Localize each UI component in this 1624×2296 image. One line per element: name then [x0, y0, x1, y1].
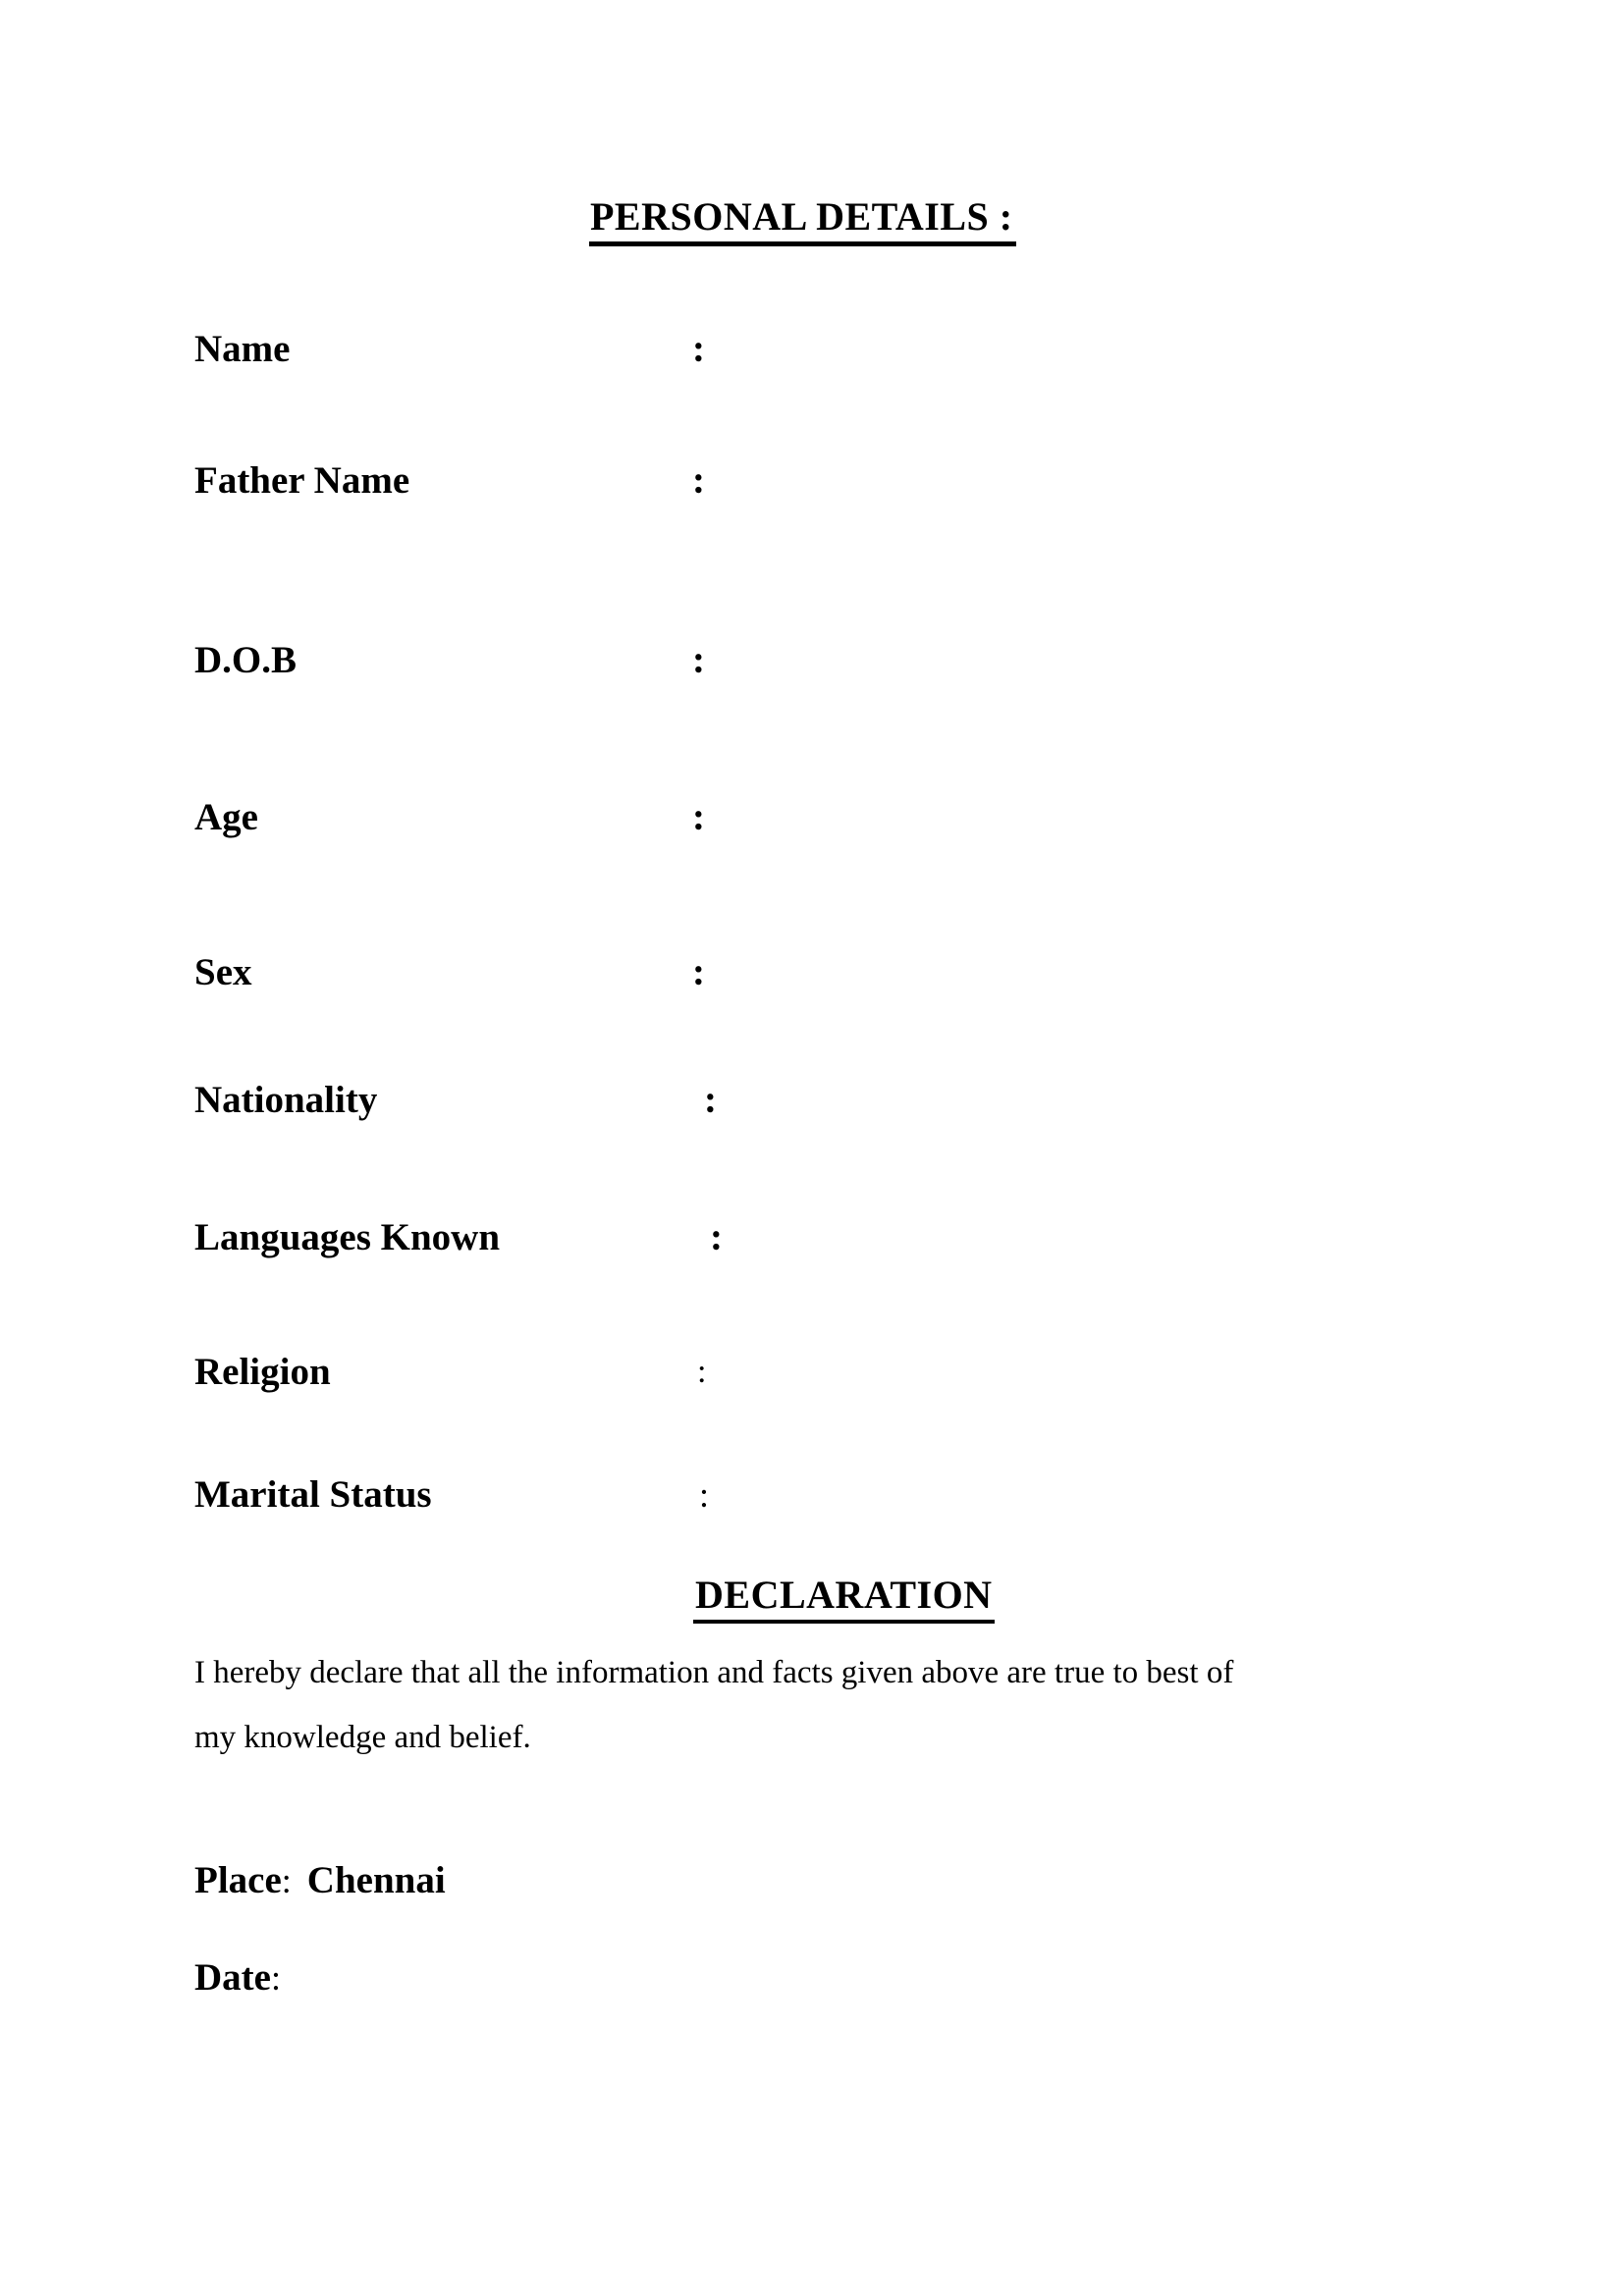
- field-colon-nationality: :: [704, 1079, 717, 1121]
- field-row-dob: [194, 638, 1451, 683]
- field-label-age: Age: [194, 796, 258, 838]
- field-label-marital-status: Marital Status: [194, 1473, 432, 1516]
- field-row-sex: [194, 950, 1451, 995]
- date-row: [194, 1955, 281, 2001]
- place-row: [194, 1858, 446, 1903]
- field-row-name: [194, 327, 1451, 372]
- field-row-nationality: [194, 1078, 1451, 1123]
- declaration-line-2: my knowledge and belief.: [194, 1720, 531, 1755]
- field-label-religion: Religion: [194, 1351, 331, 1393]
- field-row-religion: [194, 1350, 1451, 1395]
- place-colon: :: [281, 1861, 292, 1900]
- field-colon-languages-known: :: [710, 1216, 723, 1258]
- date-label: Date: [194, 1956, 271, 1999]
- field-colon-name: :: [692, 328, 705, 370]
- field-colon-marital-status: :: [699, 1475, 710, 1515]
- field-label-languages-known: Languages Known: [194, 1216, 501, 1258]
- field-row-languages-known: [194, 1215, 1451, 1260]
- date-colon: :: [270, 1958, 281, 1998]
- declaration-heading: DECLARATION: [693, 1573, 995, 1624]
- declaration-paragraph: [194, 1640, 1471, 1770]
- field-colon-age: :: [692, 796, 705, 838]
- field-colon-sex: :: [692, 951, 705, 993]
- place-value: Chennai: [306, 1859, 446, 1901]
- field-label-father-name: Father Name: [194, 459, 410, 502]
- field-row-father-name: [194, 458, 1451, 504]
- field-label-name: Name: [194, 328, 291, 370]
- page-title: PERSONAL DETAILS :: [589, 194, 1016, 246]
- field-row-age: [194, 795, 1451, 840]
- field-row-marital-status: [194, 1472, 1451, 1518]
- declaration-line-1: I hereby declare that all the information and facts given above are true to best of: [194, 1655, 1234, 1690]
- field-colon-dob: :: [692, 639, 705, 681]
- field-colon-religion: :: [697, 1354, 707, 1390]
- field-label-sex: Sex: [194, 951, 252, 993]
- field-label-nationality: Nationality: [194, 1079, 378, 1121]
- field-label-dob: D.O.B: [194, 639, 298, 681]
- place-label: Place: [194, 1859, 282, 1901]
- field-colon-father-name: :: [692, 459, 705, 502]
